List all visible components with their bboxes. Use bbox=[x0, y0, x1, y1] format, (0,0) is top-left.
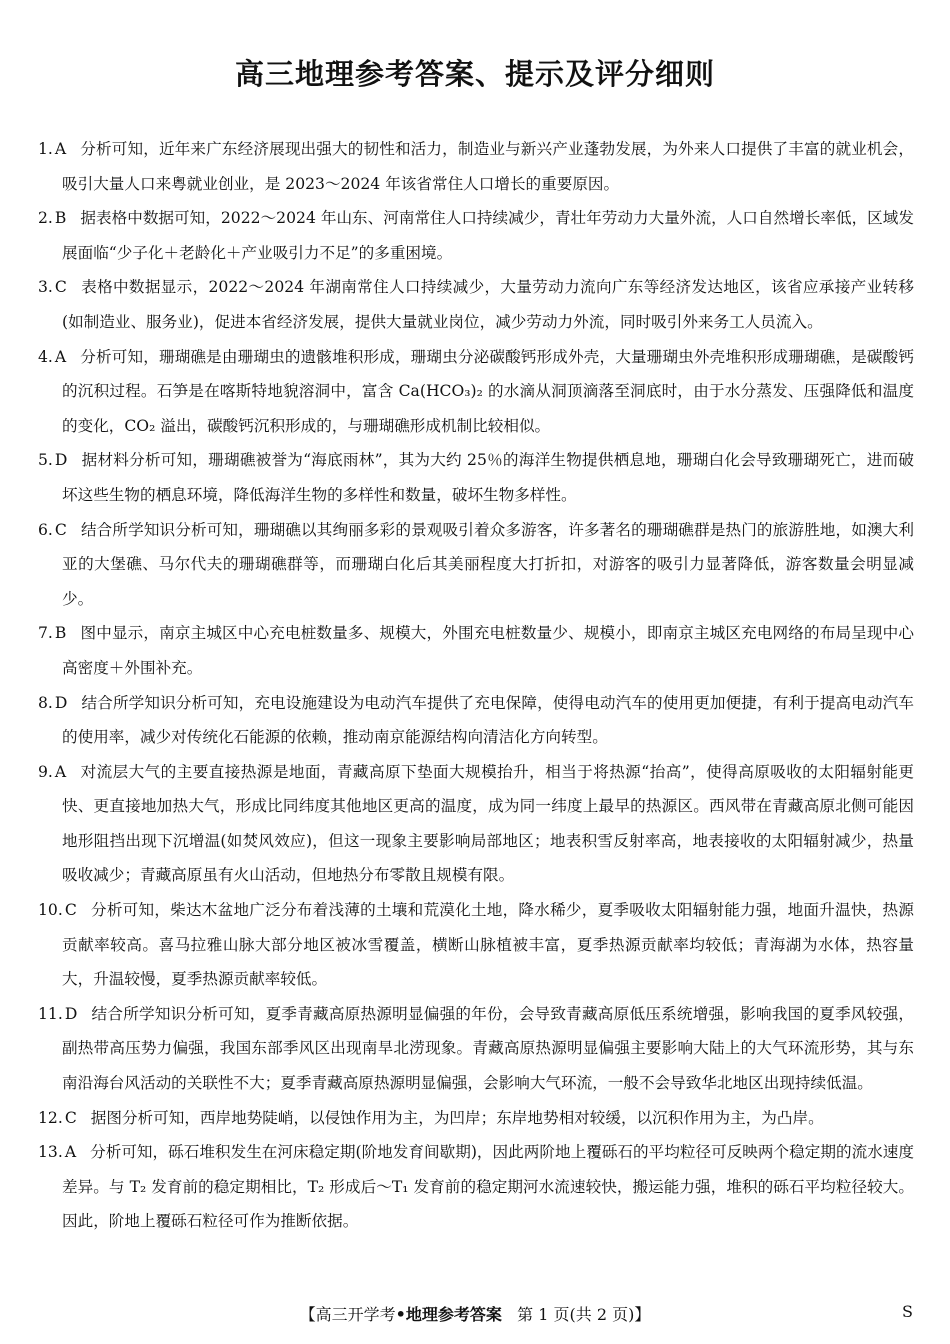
answer-item bbox=[38, 270, 914, 339]
item-answer: C bbox=[54, 520, 67, 539]
item-number: 13. bbox=[38, 1143, 63, 1162]
item-text: 分析可知，砾石堆积发生在河床稳定期(阶地发育间歇期)，因此两阶地上覆砾石的平均粒径可反映两个稳定期的流水速度差异。与 T₂ 发育前的稳定期相比，T₂ 形成后～T₁ 发育前的稳定期河水流速较快，搬运能力强，堆积的砾石平均粒径较大。因此，阶地上覆砾石粒径可作为推断依据。 bbox=[62, 1143, 914, 1231]
answer-item bbox=[38, 132, 914, 201]
item-answer: A bbox=[54, 140, 67, 158]
item-text: 分析可知，柴达木盆地广泛分布着浅薄的土壤和荒漠化土地，降水稀少，夏季吸收太阳辐射能力强，地面升温快，热源贡献率较高。喜马拉雅山脉大部分地区被冰雪覆盖，横断山脉植被丰富，夏季热源贡献率均较低；青海湖为水体，热容量大，升温较慢，夏季热源贡献率较低。 bbox=[62, 901, 914, 989]
item-answer: D bbox=[54, 693, 68, 712]
item-answer: A bbox=[54, 347, 67, 366]
answer-item bbox=[38, 893, 914, 997]
footer-exam: 高三开学考 bbox=[315, 1305, 396, 1324]
answer-item bbox=[38, 513, 914, 617]
footer-dot: • bbox=[395, 1305, 406, 1324]
item-number: 11. bbox=[38, 1004, 63, 1023]
footer-bracket-left: 【 bbox=[299, 1305, 316, 1324]
item-text: 对流层大气的主要直接热源是地面，青藏高原下垫面大规模抬升，相当于将热源“抬高”，使得高原吸收的太阳辐射能更快、更直接地加热大气，形成比同纬度其他地区更高的温度，成为同一纬度上最早的热源区。西风带在青藏高原北侧可能因地形阻挡出现下沉增温(如焚风效应)，但这一现象主要影响局部地区；地表积雪反射率高，地表接收的太阳辐射减少，热量吸收减少；青藏高原虽有火山活动，但地热分布零散且规模有限。 bbox=[62, 762, 914, 885]
footer-bracket-right: 】 bbox=[634, 1305, 651, 1324]
item-text: 图中显示，南京主城区中心充电桩数量多、规模大，外围充电桩数量少、规模小，即南京主城区充电网络的布局呈现中心高密度＋外围补充。 bbox=[62, 624, 914, 677]
item-number: 1. bbox=[38, 140, 53, 158]
item-text: 据材料分析可知，珊瑚礁被誉为“海底雨林”，其为大约 25％的海洋生物提供栖息地，珊瑚白化会导致珊瑚死亡，进而破坏这些生物的栖息环境，降低海洋生物的多样性和数量，破坏生物多样性。 bbox=[62, 451, 914, 504]
item-number: 6. bbox=[38, 520, 53, 539]
item-text: 分析可知，近年来广东经济展现出强大的韧性和活力，制造业与新兴产业蓬勃发展，为外来人口提供了丰富的就业机会，吸引大量人口来粤就业创业，是 2023～2024 年该省常住人口增长的重要原因。 bbox=[62, 140, 914, 193]
item-text: 表格中数据显示，2022～2024 年湖南常住人口持续减少，大量劳动力流向广东等经济发达地区，该省应承接产业转移(如制造业、服务业)，促进本省经济发展，提供大量就业岗位，减少劳动力外流，同时吸引外来务工人员流入。 bbox=[62, 278, 914, 331]
item-number: 12. bbox=[38, 1108, 63, 1127]
item-answer: B bbox=[54, 624, 67, 643]
item-number: 10. bbox=[38, 901, 63, 920]
answer-item bbox=[38, 443, 914, 512]
item-text: 据图分析可知，西岸地势陡峭，以侵蚀作用为主，为凹岸；东岸地势相对较缓，以沉积作用为主，为凸岸。 bbox=[90, 1108, 824, 1127]
item-number: 2. bbox=[38, 209, 53, 228]
page-title: 高三地理参考答案、提示及评分细则 bbox=[234, 57, 715, 91]
answer-item bbox=[38, 340, 914, 444]
item-answer: D bbox=[64, 1004, 78, 1023]
answer-item bbox=[38, 997, 914, 1101]
item-number: 8. bbox=[38, 693, 53, 712]
answer-item bbox=[38, 755, 914, 893]
footer-subject: 地理参考答案 bbox=[405, 1305, 502, 1324]
item-answer: A bbox=[64, 1143, 77, 1162]
answer-item bbox=[38, 686, 914, 755]
item-text: 结合所学知识分析可知，珊瑚礁以其绚丽多彩的景观吸引着众多游客，许多著名的珊瑚礁群是热门的旅游胜地，如澳大利亚的大堡礁、马尔代夫的珊瑚礁群等，而珊瑚白化后其美丽程度大打折扣，对游客的吸引力显著降低，游客数量会明显减少。 bbox=[62, 520, 914, 608]
footer-page-number: 第 1 页(共 2 页) bbox=[517, 1305, 635, 1324]
item-answer: C bbox=[64, 1108, 77, 1127]
answer-list bbox=[38, 132, 914, 1239]
footer-mark: S bbox=[902, 1302, 913, 1321]
item-text: 据表格中数据可知，2022～2024 年山东、河南常住人口持续减少，青壮年劳动力大量外流，人口自然增长率低，区域发展面临“少子化＋老龄化＋产业吸引力不足”的多重困境。 bbox=[62, 209, 914, 262]
item-text: 分析可知，珊瑚礁是由珊瑚虫的遗骸堆积形成，珊瑚虫分泌碳酸钙形成外壳，大量珊瑚虫外壳堆积形成珊瑚礁，是碳酸钙的沉积过程。石笋是在喀斯特地貌溶洞中，富含 Ca(HCO₃)₂ 的水滴从洞顶滴落至洞底时，由于水分蒸发、压强降低和温度的变化，CO₂ 溢出，碳酸钙沉积形成的，与珊瑚礁形成机制比较相似。 bbox=[62, 347, 914, 435]
item-number: 3. bbox=[38, 278, 53, 297]
item-number: 9. bbox=[38, 762, 53, 781]
answer-item bbox=[38, 616, 914, 685]
item-answer: C bbox=[64, 901, 77, 920]
item-text: 结合所学知识分析可知，夏季青藏高原热源明显偏强的年份，会导致青藏高原低压系统增强，影响我国的夏季风较强，副热带高压势力偏强，我国东部季风区出现南旱北涝现象。青藏高原热源明显偏强主要影响大陆上的大气环流形势，其与东南沿海台风活动的关联性不大；夏季青藏高原热源明显偏强，会影响大气环流，一般不会导致华北地区出现持续低温。 bbox=[62, 1004, 914, 1093]
item-answer: C bbox=[54, 278, 67, 297]
answer-item bbox=[38, 201, 914, 270]
item-number: 4. bbox=[38, 347, 53, 366]
item-number: 7. bbox=[38, 624, 53, 643]
item-answer: B bbox=[54, 209, 67, 228]
page-footer bbox=[0, 1302, 950, 1325]
item-text: 结合所学知识分析可知，充电设施建设为电动汽车提供了充电保障，使得电动汽车的使用更加便捷，有利于提高电动汽车的使用率，减少对传统化石能源的依赖，推动南京能源结构向清洁化方向转型。 bbox=[62, 693, 914, 747]
item-number: 5. bbox=[38, 451, 53, 470]
answer-item bbox=[38, 1135, 914, 1239]
answer-item bbox=[38, 1101, 914, 1136]
item-answer: A bbox=[54, 762, 67, 781]
item-answer: D bbox=[54, 451, 68, 470]
